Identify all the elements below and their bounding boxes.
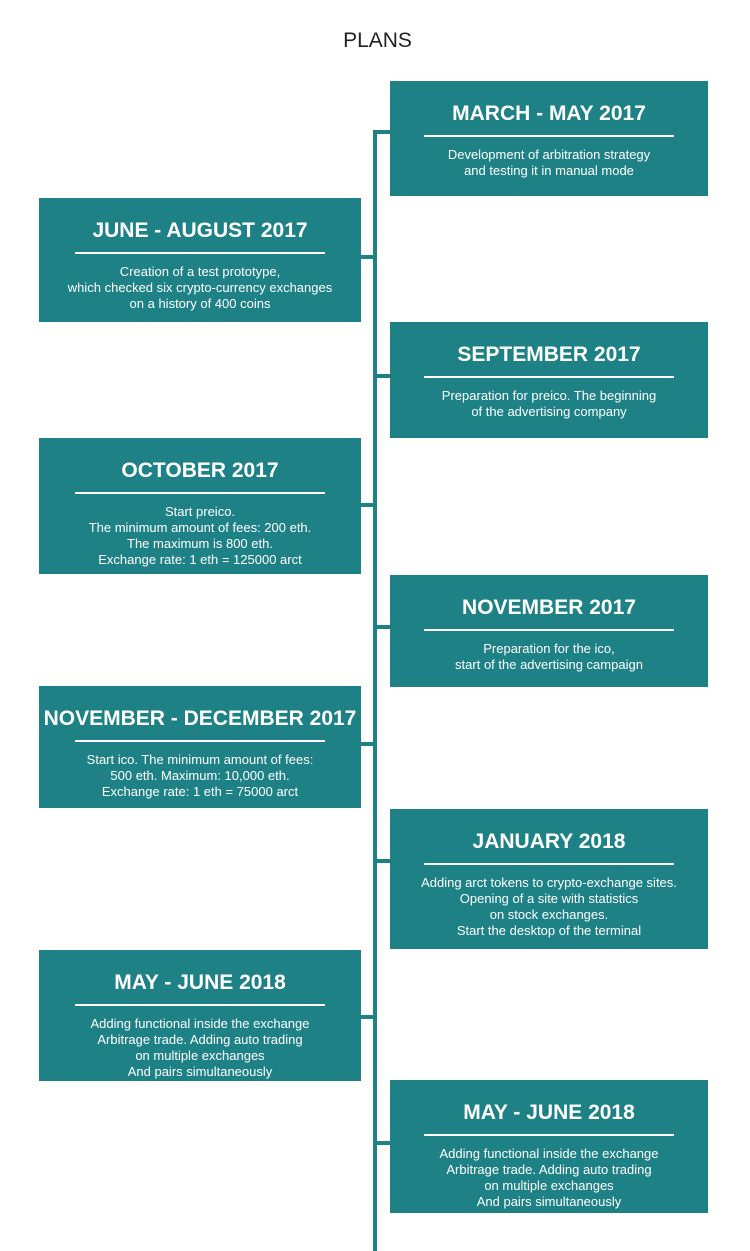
timeline-card: [390, 322, 708, 438]
timeline-card: [390, 809, 708, 949]
timeline-connector: [373, 374, 390, 378]
timeline-card: [390, 1080, 708, 1213]
card-divider: [424, 629, 674, 631]
card-date: OCTOBER 2017: [121, 459, 279, 482]
card-text: Development of arbitration strategy and testing it in manual mode: [447, 147, 651, 178]
card-divider: [424, 1134, 674, 1136]
card-date: MAY - JUNE 2018: [114, 971, 286, 994]
card-date: JANUARY 2018: [472, 830, 626, 853]
card-date: NOVEMBER 2017: [462, 596, 636, 619]
timeline-connector: [361, 503, 375, 507]
timeline-card: [39, 686, 361, 808]
timeline-connector: [361, 255, 375, 259]
timeline-connector: [373, 1141, 390, 1145]
timeline-connector: [361, 742, 375, 746]
card-text: Adding functional inside the exchange Arbitrage trade. Adding auto trading on multiple exchanges And pairs simultaneously: [90, 1016, 310, 1079]
page-title: PLANS: [343, 29, 412, 52]
card-divider: [75, 740, 325, 742]
card-date: MAY - JUNE 2018: [463, 1101, 635, 1124]
card-divider: [75, 492, 325, 494]
card-date: NOVEMBER - DECEMBER 2017: [43, 707, 357, 730]
card-divider: [424, 376, 674, 378]
timeline-connector: [373, 625, 390, 629]
timeline-line: [373, 131, 377, 1251]
timeline-connector: [361, 1015, 375, 1019]
card-text: Creation of a test prototype, which checked six crypto-currency exchanges on a history of 400 coins: [67, 264, 333, 311]
timeline-connector: [373, 859, 390, 863]
timeline-connector: [373, 130, 390, 134]
card-text: Adding arct tokens to crypto-exchange sites. Opening of a site with statistics on stock exchanges. Start the desktop of the terminal: [421, 875, 677, 938]
timeline-card: [390, 81, 708, 196]
timeline-card: [39, 950, 361, 1081]
card-divider: [424, 863, 674, 865]
timeline-card: [39, 198, 361, 322]
card-text: Start preico. The minimum amount of fees: 200 eth. The maximum is 800 eth. Exchange rate: 1 eth = 125000 arct: [88, 504, 312, 567]
card-text: Adding functional inside the exchange Arbitrage trade. Adding auto trading on multiple exchanges And pairs simultaneously: [439, 1146, 659, 1209]
card-text: Preparation for preico. The beginning of the advertising company: [441, 388, 657, 419]
card-divider: [424, 135, 674, 137]
card-date: MARCH - MAY 2017: [452, 102, 646, 125]
card-text: Preparation for the ico, start of the advertising campaign: [455, 641, 643, 672]
card-divider: [75, 252, 325, 254]
timeline-card: [39, 438, 361, 574]
card-date: SEPTEMBER 2017: [457, 343, 641, 366]
card-date: JUNE - AUGUST 2017: [92, 219, 308, 242]
timeline-card: [390, 575, 708, 687]
card-divider: [75, 1004, 325, 1006]
card-text: Start ico. The minimum amount of fees: 500 eth. Maximum: 10,000 eth. Exchange rate: 1 eth = 75000 arct: [86, 752, 314, 799]
